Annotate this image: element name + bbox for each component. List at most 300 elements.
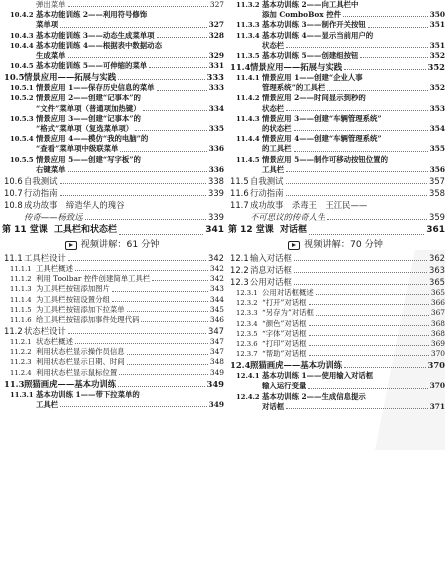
toc-page-number: 347 <box>209 347 224 357</box>
toc-subsection <box>0 83 224 93</box>
toc-continuation <box>0 400 224 410</box>
toc-section <box>226 252 445 264</box>
toc-title: 利用状态栏显示鼠标位置 <box>36 367 118 377</box>
toc-subsection <box>226 51 445 61</box>
toc-title: 为工具栏按钮添加下拉菜单 <box>36 304 125 314</box>
toc-number: 11.2.2 <box>10 348 32 357</box>
toc-subsection <box>226 298 445 308</box>
toc-subsection <box>0 114 224 124</box>
toc-leader-dots <box>118 386 204 387</box>
toc-section <box>0 199 224 211</box>
toc-title: 基本功训练 3——制作开关按钮 <box>262 20 366 30</box>
toc-number: 11.3 <box>4 378 25 389</box>
toc-title: 公用对话框概述 <box>262 288 314 297</box>
toc-page-number: 349 <box>209 367 224 377</box>
toc-page-number: 336 <box>208 144 224 154</box>
toc-leader-dots <box>360 57 427 58</box>
toc-page-number: 328 <box>208 30 224 40</box>
toc-continuation <box>226 104 445 114</box>
toc-leader-dots <box>286 110 427 111</box>
toc-leader-dots <box>286 183 428 184</box>
toc-section <box>226 61 445 73</box>
toc-number: 10.7 <box>4 188 23 198</box>
toc-title: “颜色”对话框 <box>262 318 307 328</box>
toc-title: “打开”对话框 <box>262 298 307 308</box>
toc-title: 情景应用 3——创建“记事本”的 <box>36 113 141 123</box>
toc-subsection <box>0 295 224 305</box>
toc-number: 11.4.5 <box>236 155 260 164</box>
toc-subsection <box>226 94 445 104</box>
toc-page-number: 342 <box>209 264 224 273</box>
toc-leader-dots <box>286 408 427 409</box>
toc-subsection <box>226 288 445 298</box>
toc-leader-dots <box>119 374 208 375</box>
toc-title: 输入对话框 <box>250 253 292 263</box>
toc-number: 11.1.5 <box>10 305 32 314</box>
toc-continuation <box>226 165 445 175</box>
toc-chapter <box>0 223 224 238</box>
toc-title: 基本功训练 4——显示当前用户的 <box>262 30 374 40</box>
toc-number: 10.6 <box>4 176 23 186</box>
toc-title: 状态栏概述 <box>36 337 73 347</box>
toc-number: 11.3.4 <box>236 31 260 40</box>
toc-title: 菜单项 <box>36 20 59 30</box>
toc-subsection <box>226 308 445 318</box>
toc-title: 状态栏 <box>262 40 285 50</box>
toc-page-number: 346 <box>209 314 224 324</box>
toc-title: 行动指南 <box>24 188 58 198</box>
toc-section <box>0 378 224 390</box>
toc-page-number: 329 <box>208 50 224 60</box>
toc-page-number: 349 <box>208 400 224 410</box>
toc-section <box>0 187 224 199</box>
toc-leader-dots <box>316 315 429 316</box>
toc-page-number: 348 <box>209 357 224 367</box>
toc-leader-dots <box>368 27 428 28</box>
toc-page-number: 351 <box>429 20 445 30</box>
toc-number: 第 11 堂课 <box>2 225 48 235</box>
toc-number: 12.3.1 <box>236 288 258 297</box>
toc-number: 12.3.7 <box>236 350 258 359</box>
toc-chapter <box>226 223 445 238</box>
toc-continuation <box>0 211 224 223</box>
toc-leader-dots <box>143 110 207 111</box>
toc-leader-dots <box>157 37 207 38</box>
toc-number: 11.3.5 <box>236 51 260 60</box>
video-icon <box>288 241 300 250</box>
toc-title: 情景应用 5——创建“写字板”的 <box>36 154 141 164</box>
toc-leader-dots <box>308 388 427 389</box>
toc-title: 基本功能训练 5——可伸缩的菜单 <box>36 61 148 71</box>
toc-page-number: 347 <box>208 326 224 337</box>
toc-number: 12.4 <box>230 360 251 371</box>
toc-title: 情景应用 4——模仿“我的电脑”的 <box>36 134 149 144</box>
toc-title: 情景应用 3——创建“车辆管理系统” <box>262 113 382 123</box>
toc-subsection <box>226 73 445 83</box>
toc-title: 情景应用 1——保存历史信息的菜单 <box>36 83 155 93</box>
toc-page-number: 362 <box>429 253 445 263</box>
toc-number: 10.8 <box>4 200 23 210</box>
toc-title: 行动指南 <box>250 188 284 198</box>
toc-subsection <box>0 305 224 315</box>
toc-page-number: 370 <box>429 381 445 391</box>
toc-continuation <box>0 51 224 61</box>
toc-leader-dots <box>294 272 427 273</box>
toc-title: 基本功能训练 3——动态生成菜单项 <box>36 30 155 40</box>
toc-subsection <box>0 358 224 368</box>
toc-title: 工具栏设计 <box>24 253 66 263</box>
toc-video-note <box>0 238 224 252</box>
toc-title: 情景应用 2——创建“记事本”的 <box>36 93 141 103</box>
toc-number: 10.4.3 <box>10 31 34 40</box>
toc-page-number: 327 <box>209 0 224 9</box>
toc-page-number: 355 <box>429 144 445 154</box>
toc-section <box>0 325 224 337</box>
toc-leader-dots <box>309 335 429 336</box>
toc-leader-dots <box>309 304 429 305</box>
toc-number: 10.5.2 <box>10 94 34 103</box>
toc-subsection <box>226 319 445 329</box>
toc-page-number: 370 <box>427 360 445 371</box>
toc-number: 12.3.3 <box>236 309 258 318</box>
toc-leader-dots <box>294 130 428 131</box>
toc-number: 12.3.5 <box>236 329 258 338</box>
toc-number: 11.2.1 <box>10 338 32 347</box>
toc-number: 12.2 <box>230 265 249 275</box>
toc-title: 工具栏和状态栏 <box>54 225 118 235</box>
toc-leader-dots <box>286 171 427 172</box>
toc-page-number: 370 <box>430 349 445 359</box>
toc-leader-dots <box>118 79 204 80</box>
toc-page-number: 365 <box>429 277 445 287</box>
toc-page-number: 357 <box>429 176 445 186</box>
toc-subsection <box>0 31 224 41</box>
toc-number: 11.5 <box>230 176 249 186</box>
toc-page-number: 369 <box>430 338 445 348</box>
toc-title: 给工具栏按钮添加事件处理代码 <box>36 314 140 324</box>
toc-page-number: 356 <box>429 164 445 174</box>
toc-leader-dots <box>60 27 206 28</box>
toc-page-number: 354 <box>429 124 445 134</box>
toc-subsection <box>0 315 224 325</box>
toc-continuation <box>226 211 445 223</box>
toc-page-number: 361 <box>426 225 445 235</box>
toc-subsection <box>0 134 224 144</box>
toc-title: 生成菜单 <box>36 50 66 60</box>
toc-section <box>226 199 445 211</box>
toc-subsection <box>0 10 224 20</box>
toc-leader-dots <box>344 69 425 70</box>
toc-leader-dots <box>112 301 208 302</box>
toc-page-number: 366 <box>430 298 445 308</box>
toc-subsection <box>226 134 445 144</box>
toc-title: 基本功训练 5——创建组按钮 <box>262 50 359 60</box>
video-icon <box>65 241 77 250</box>
toc-leader-dots <box>127 311 208 312</box>
toc-continuation <box>0 20 224 30</box>
toc-continuation <box>0 104 224 114</box>
toc-title: 情景应用 2——时间显示到秒的 <box>262 93 366 103</box>
toc-title: 情景应用 1——创建“企业人事 <box>262 73 363 83</box>
toc-leader-dots <box>149 67 206 68</box>
toc-section <box>226 175 445 187</box>
toc-page-number: 349 <box>206 378 224 389</box>
toc-title: 输入运行变量 <box>262 381 307 391</box>
toc-subsection <box>226 329 445 339</box>
toc-title: 工具栏 <box>262 164 285 174</box>
toc-page-number: 339 <box>208 188 224 198</box>
toc-page-number: 367 <box>430 308 445 318</box>
toc-page-number: 336 <box>208 164 224 174</box>
toc-page-number: 351 <box>429 40 445 50</box>
toc-page-number: 327 <box>208 20 224 30</box>
toc-title: 基本功训练 2——生成信息提示 <box>262 391 366 401</box>
toc-leader-dots <box>316 294 429 295</box>
toc-title: 状态栏 <box>262 103 285 113</box>
toc-number: 12.1 <box>230 253 249 263</box>
toc-title: 基本功训练 1——使用输入对话框 <box>262 371 374 381</box>
toc-section <box>226 264 445 276</box>
toc-title: 对话框 <box>262 401 285 411</box>
toc-number: 12.4.1 <box>236 372 260 381</box>
toc-right-column <box>226 0 445 412</box>
toc-leader-dots <box>75 343 208 344</box>
toc-leader-dots <box>309 355 429 356</box>
toc-leader-dots <box>60 183 207 184</box>
toc-title: 基本功训练 1——带下拉菜单的 <box>36 389 140 399</box>
toc-page-number: 371 <box>429 401 445 411</box>
toc-number: 11.3.1 <box>10 390 34 399</box>
toc-leader-dots <box>135 130 206 131</box>
toc-leader-dots <box>112 291 208 292</box>
toc-page-number: 363 <box>429 265 445 275</box>
toc-number: 11.4.1 <box>236 74 260 83</box>
toc-title: 对话框 <box>280 225 308 235</box>
toc-number: 11.1.6 <box>10 315 32 324</box>
toc-title: 情景应用 4——创建“车辆管理系统” <box>262 134 382 144</box>
toc-title: “另存为”对话框 <box>262 308 314 318</box>
toc-title: “文件”菜单项（普通项加热键） <box>36 103 141 113</box>
toc-title: 自我测试 <box>24 176 58 186</box>
toc-leader-dots <box>344 367 425 368</box>
toc-title: 弹出菜单 <box>36 0 66 9</box>
toc-number: 10.4.4 <box>10 41 34 50</box>
toc-continuation <box>226 144 445 154</box>
toc-continuation <box>226 10 445 20</box>
toc-title: 为工具栏按钮设置分组 <box>36 294 110 304</box>
toc-page-number: 333 <box>208 83 224 93</box>
toc-page-number: 331 <box>208 61 224 71</box>
toc-page-number: 333 <box>206 72 224 83</box>
toc-leader-dots <box>327 90 427 91</box>
toc-video-note <box>226 238 445 252</box>
toc-leader-dots <box>309 325 429 326</box>
toc-number: 11.2.3 <box>10 358 32 367</box>
toc-title: 自我测试 <box>250 176 284 186</box>
toc-number: 11.4.4 <box>236 135 260 144</box>
toc-section <box>226 187 445 199</box>
toc-title: 成功故事 杀毒王 王江民—— <box>250 200 368 210</box>
toc-subsection <box>0 337 224 347</box>
toc-leader-dots <box>60 195 207 196</box>
toc-subsection <box>0 368 224 378</box>
toc-title: “字体”对话框 <box>262 328 307 338</box>
toc-page-number: 334 <box>208 103 224 113</box>
toc-subsection <box>226 155 445 165</box>
toc-video-label: 视频讲解：70 分钟 <box>304 239 383 250</box>
toc-title: 利用状态栏显示日期、时间 <box>36 357 125 367</box>
toc-continuation <box>226 124 445 134</box>
toc-leader-dots <box>294 284 427 285</box>
toc-number: 11.4.2 <box>236 94 260 103</box>
toc-subsection <box>0 264 224 274</box>
toc-section <box>0 71 224 83</box>
toc-continuation <box>0 165 224 175</box>
toc-number: 12.3.4 <box>236 319 258 328</box>
toc-leader-dots <box>294 260 427 261</box>
toc-title: 基本功能训练 4——根据表中数据动态 <box>36 40 162 50</box>
toc-number: 10.5.3 <box>10 114 34 123</box>
toc-leader-dots <box>127 354 208 355</box>
toc-number: 11.3.3 <box>236 21 260 30</box>
toc-title: 利用 Toolbar 控件创建简单工具栏 <box>36 274 151 284</box>
toc-subsection <box>0 284 224 294</box>
toc-subsection <box>226 371 445 381</box>
toc-number: 11.7 <box>230 200 249 210</box>
toc-subsection <box>0 61 224 71</box>
toc-subsection <box>0 94 224 104</box>
toc-continuation <box>226 41 445 51</box>
toc-subsection <box>226 114 445 124</box>
toc-number: 12.3.6 <box>236 339 258 348</box>
toc-number: 11.6 <box>230 188 249 198</box>
toc-leader-dots <box>119 234 203 235</box>
toc-title: 为工具栏按钮添加图片 <box>36 284 110 294</box>
toc-section <box>226 276 445 288</box>
toc-number: 11.1.2 <box>10 275 32 284</box>
toc-title: “格式”菜单项（复选菜单项） <box>36 124 134 134</box>
toc-number: 10.4.5 <box>10 62 34 71</box>
toc-leader-dots <box>68 260 206 261</box>
toc-continuation <box>226 83 445 93</box>
toc-subsection <box>226 349 445 359</box>
toc-leader-dots <box>157 90 207 91</box>
toc-left-column <box>0 0 224 410</box>
toc-leader-dots <box>68 57 207 58</box>
toc-leader-dots <box>141 321 207 322</box>
toc-number: 11.2.4 <box>10 368 32 377</box>
toc-number: 10.5 <box>4 72 25 83</box>
toc-leader-dots <box>152 280 208 281</box>
toc-subsection <box>0 155 224 165</box>
toc-page-number: 345 <box>209 304 224 314</box>
toc-number: 11.4.3 <box>236 114 260 123</box>
toc-page-number: 339 <box>208 212 224 222</box>
toc-continuation <box>0 144 224 154</box>
toc-number: 11.1.3 <box>10 285 32 294</box>
toc-leader-dots <box>68 333 206 334</box>
toc-continuation <box>226 402 445 412</box>
toc-page-number: 365 <box>430 288 445 297</box>
toc-leader-dots <box>85 219 206 220</box>
toc-leader-dots <box>309 234 424 235</box>
toc-number: 10.5.5 <box>10 155 34 164</box>
toc-continuation <box>0 0 224 10</box>
toc-leader-dots <box>327 219 427 220</box>
toc-leader-dots <box>120 151 206 152</box>
toc-continuation <box>226 382 445 392</box>
toc-title: 状态栏设计 <box>24 326 66 337</box>
toc-number: 12.4.2 <box>236 392 260 401</box>
toc-page-number: 368 <box>430 318 445 328</box>
toc-page-number: 352 <box>429 83 445 93</box>
toc-number: 10.4.2 <box>10 11 34 20</box>
toc-title: 情景应用——拓展与实践 <box>250 62 343 73</box>
toc-title: 利用状态栏显示操作员信息 <box>36 347 125 357</box>
toc-number: 10.5.1 <box>10 84 34 93</box>
toc-page-number: 342 <box>209 274 224 284</box>
toc-title: 不可思议的传奇人生 <box>250 212 326 222</box>
toc-title: 的工具栏 <box>262 144 292 154</box>
toc-page-number: 335 <box>208 124 224 134</box>
toc-subsection <box>226 392 445 402</box>
toc-subsection <box>226 31 445 41</box>
toc-leader-dots <box>309 345 429 346</box>
toc-title: “打印”对话框 <box>262 338 307 348</box>
toc-title: 工具栏 <box>36 400 59 410</box>
toc-page-number: 350 <box>429 10 445 20</box>
toc-number: 11.3.2 <box>236 0 260 9</box>
toc-leader-dots <box>286 195 428 196</box>
toc-number: 11.1.1 <box>10 264 32 273</box>
toc-page-number: 368 <box>430 328 445 338</box>
toc-subsection <box>0 390 224 400</box>
toc-title: 情景应用——拓展与实践 <box>24 72 117 83</box>
toc-page-number: 347 <box>209 337 224 347</box>
toc-leader-dots <box>343 16 428 17</box>
toc-number: 12.3 <box>230 277 249 287</box>
toc-leader-dots <box>60 406 206 407</box>
toc-subsection <box>226 0 445 10</box>
toc-subsection <box>0 41 224 51</box>
toc-page-number: 358 <box>429 188 445 198</box>
toc-page-number: 344 <box>209 294 224 304</box>
toc-subsection <box>0 274 224 284</box>
toc-title: 照猫画虎——基本功训练 <box>250 360 343 371</box>
toc-subsection <box>226 20 445 30</box>
toc-leader-dots <box>68 6 208 7</box>
toc-number: 11.1 <box>4 253 23 263</box>
toc-page-number: 343 <box>209 284 224 294</box>
toc-leader-dots <box>75 270 208 271</box>
toc-title: “帮助”对话框 <box>262 349 307 359</box>
toc-page-number: 338 <box>208 176 224 186</box>
toc-page-number: 342 <box>208 253 224 263</box>
toc-title: 右键菜单 <box>36 164 66 174</box>
toc-title: 照猫画虎——基本功训练 <box>24 378 117 389</box>
toc-title: 情景应用 5——制作可移动按钮位置的 <box>262 154 388 164</box>
toc-title: 基本功能训练 2——利用符号修饰 <box>36 10 148 20</box>
toc-subsection <box>0 347 224 357</box>
toc-section <box>0 252 224 264</box>
toc-page-number: 359 <box>429 212 445 222</box>
toc-title: 传奇——杨致远 <box>24 212 83 222</box>
toc-title: 成功故事 缔造华人的瑰谷 <box>24 200 125 210</box>
toc-title: 基本功训练 2——向工具栏中 <box>262 0 359 9</box>
toc-video-label: 视频讲解：61 分钟 <box>80 239 160 250</box>
toc-subsection <box>226 339 445 349</box>
toc-number: 11.1.4 <box>10 295 32 304</box>
